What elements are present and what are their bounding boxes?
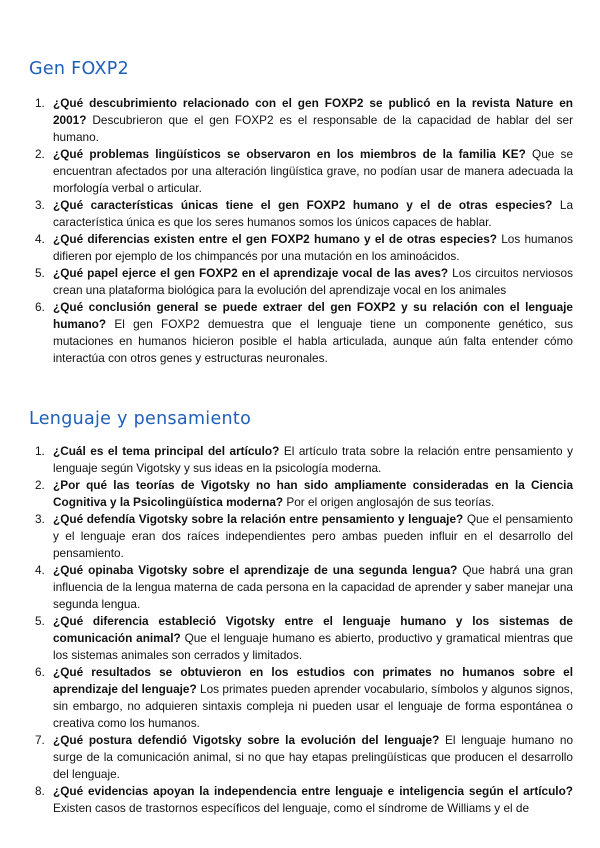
list-item — [35, 732, 574, 783]
list-item — [35, 613, 573, 664]
item-question: ¿Qué problemas lingüísticos se observaron en los miembros de la familia KE? — [53, 147, 526, 161]
list-item — [35, 443, 574, 477]
item-number: 3. — [35, 512, 45, 526]
question-list-foxp2 — [0, 95, 600, 367]
item-number: 6. — [35, 300, 45, 314]
item-answer: El gen FOXP2 demuestra que el lenguaje tiene un componente genético, sus mutaciones en humanos hicieron posible el habla articulada, aunque aún falta entender cómo interactúa con otros genes y estructuras neuronales. — [53, 317, 573, 365]
list-item — [35, 299, 573, 367]
item-number: 2. — [35, 147, 45, 161]
item-question: ¿Por qué las teorías de Vigotsky no han sido ampliamente consideradas en la Ciencia Cognitiva y la Psicolingüística moderna? — [53, 478, 573, 509]
item-answer: Que se encuentran afectados por una alteración lingüística grave, no podían usar de manera adecuada la morfología verbal o articular. — [53, 147, 573, 195]
item-question: ¿Qué conclusión general se puede extraer del gen FOXP2 y su relación con el lenguaje humano? — [53, 300, 573, 331]
item-answer: Descubrieron que el gen FOXP2 es el responsable de la capacidad de hablar del ser humano. — [53, 113, 573, 144]
item-question: ¿Cuál es el tema principal del artículo? — [53, 444, 280, 458]
item-number: 4. — [35, 563, 45, 577]
item-number: 2. — [35, 478, 45, 492]
list-item — [35, 562, 573, 613]
item-question: ¿Qué diferencias existen entre el gen FOXP2 humano y el de otras especies? — [53, 232, 497, 246]
list-item — [35, 511, 573, 562]
list-item — [35, 477, 573, 511]
item-answer: El lenguaje humano no surge de la comunicación animal, si no que hay etapas prelingüísticas que producen el desarrollo del lenguaje. — [53, 733, 574, 781]
item-answer: La característica única es que los seres humanos somos los únicos capaces de hablar. — [53, 198, 574, 229]
item-number: 3. — [35, 198, 45, 212]
list-item — [35, 783, 573, 817]
item-answer: Por el origen anglosajón de sus teorías. — [286, 495, 495, 509]
item-answer: Que habrá una gran influencia de la lengua materna de cada persona en la capacidad de aprender y saber manejar una segunda lengua. — [53, 563, 573, 611]
item-number: 1. — [35, 444, 45, 458]
item-question: ¿Qué resultados se obtuvieron en los estudios con primates no humanos sobre el aprendizaje del lenguaje? — [53, 665, 573, 696]
item-question: ¿Qué opinaba Vigotsky sobre el aprendizaje de una segunda lengua? — [53, 563, 458, 577]
item-number: 5. — [35, 614, 45, 628]
section-title-lenguaje: Lenguaje y pensamiento — [29, 409, 252, 429]
item-number: 7. — [35, 733, 45, 747]
item-answer: Los primates pueden aprender vocabulario, símbolos y algunos signos, sin embargo, no adquieren sintaxis compleja ni pueden usar el lenguaje de forma espontánea o creativa como los humanos. — [53, 682, 573, 730]
list-item — [35, 265, 573, 299]
item-question: ¿Qué descubrimiento relacionado con el gen FOXP2 se publicó en la revista Nature en 2001? — [53, 96, 573, 127]
item-question: ¿Qué evidencias apoyan la independencia entre lenguaje e inteligencia según el artículo? — [53, 784, 573, 798]
item-answer: El artículo trata sobre la relación entre pensamiento y lenguaje según Vigotsky y sus ideas en la psicología moderna. — [53, 444, 574, 475]
item-answer: Los circuitos nerviosos crean una plataforma biológica para la evolución del aprendizaje vocal en los animales — [53, 266, 573, 297]
item-question: ¿Qué papel ejerce el gen FOXP2 en el aprendizaje vocal de las aves? — [53, 266, 449, 280]
item-number: 8. — [35, 784, 45, 798]
item-question: ¿Qué defendía Vigotsky sobre la relación entre pensamiento y lenguaje? — [53, 512, 464, 526]
item-number: 1. — [35, 96, 45, 110]
section-title-foxp2: Gen FOXP2 — [29, 59, 130, 79]
item-question: ¿Qué diferencia estableció Vigotsky entre el lenguaje humano y los sistemas de comunicación animal? — [53, 614, 573, 645]
list-item — [35, 664, 573, 732]
item-question: ¿Qué postura defendió Vigotsky sobre la evolución del lenguaje? — [53, 733, 440, 747]
list-item — [35, 95, 573, 146]
item-answer: Que el lenguaje humano es abierto, productivo y gramatical mientras que los sistemas animales son cerrados y limitados. — [53, 631, 573, 662]
item-answer: Existen casos de trastornos específicos del lenguaje, como el síndrome de Williams y el de — [53, 801, 530, 815]
question-list-lenguaje — [0, 443, 600, 817]
item-answer: Los humanos difieren por ejemplo de los chimpancés por una mutación en los aminoácidos. — [53, 232, 573, 263]
list-item — [35, 197, 574, 231]
item-answer: Que el pensamiento y el lenguaje eran dos raíces independientes pero ambas pueden influir en el desarrollo del pensamiento. — [53, 512, 573, 560]
item-question: ¿Qué características únicas tiene el gen FOXP2 humano y el de otras especies? — [53, 198, 553, 212]
list-item — [35, 231, 573, 265]
item-number: 4. — [35, 232, 45, 246]
item-number: 6. — [35, 665, 45, 679]
item-number: 5. — [35, 266, 45, 280]
list-item — [35, 146, 573, 197]
